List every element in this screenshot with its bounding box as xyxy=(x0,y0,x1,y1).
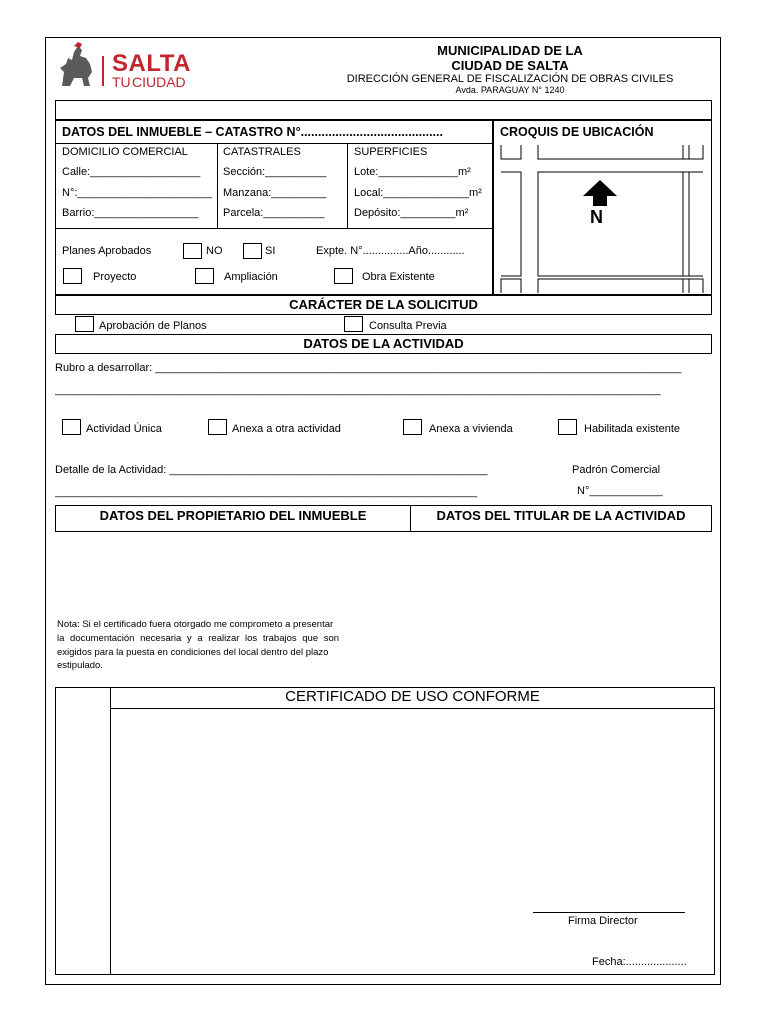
col-domicilio-head: DOMICILIO COMERCIAL xyxy=(62,146,188,158)
expte-field[interactable]: Expte. N°...............Año............ xyxy=(316,245,465,257)
habilitada-existente-checkbox[interactable] xyxy=(558,419,577,435)
planes-no-label: NO xyxy=(206,245,223,257)
detalle-field[interactable]: Detalle de la Actividad: ____________________________________________________ xyxy=(55,464,488,476)
calle-field[interactable]: Calle:__________________ xyxy=(62,166,201,178)
padron-label: Padrón Comercial xyxy=(572,464,661,476)
col-catastrales-head: CATASTRALES xyxy=(223,146,301,158)
local-field[interactable]: Local:______________m² xyxy=(354,187,482,199)
anexa-vivienda-checkbox[interactable] xyxy=(403,419,422,435)
anexa-vivienda-label: Anexa a vivienda xyxy=(429,423,513,435)
planes-no-checkbox[interactable] xyxy=(183,243,202,259)
actividad-unica-checkbox[interactable] xyxy=(62,419,81,435)
anexa-otra-label: Anexa a otra actividad xyxy=(232,423,341,435)
logo xyxy=(56,42,206,90)
aprobacion-planos-checkbox[interactable] xyxy=(75,316,94,332)
lote-field[interactable]: Lote:_____________m² xyxy=(354,166,471,178)
fecha-field[interactable]: Fecha:.................... xyxy=(592,956,687,968)
actividad-title: DATOS DE LA ACTIVIDAD xyxy=(303,336,464,351)
planes-label: Planes Aprobados xyxy=(62,245,152,257)
parcela-field[interactable]: Parcela:__________ xyxy=(223,207,325,219)
certificado-title: CERTIFICADO DE USO CONFORME xyxy=(285,688,540,705)
nota-line4: estipulado. xyxy=(57,660,103,671)
titular-title: DATOS DEL TITULAR DE LA ACTIVIDAD xyxy=(436,508,686,523)
deposito-field[interactable]: Depósito:_________m² xyxy=(354,207,469,219)
solicitud-title: CARÁCTER DE LA SOLICITUD xyxy=(289,297,478,312)
planes-si-checkbox[interactable] xyxy=(243,243,262,259)
proyecto-checkbox[interactable] xyxy=(63,268,82,284)
propietario-title: DATOS DEL PROPIETARIO DEL INMUEBLE xyxy=(99,508,367,523)
rubro-field-line2[interactable]: ___________________________________________________________________________________________________ xyxy=(55,384,661,396)
proyecto-label: Proyecto xyxy=(93,271,137,283)
numero-field[interactable]: N°:______________________ xyxy=(62,187,212,199)
certificado-section xyxy=(55,687,715,975)
direccion-text: DIRECCIÓN GENERAL DE FISCALIZACIÓN DE OBRAS CIVILES xyxy=(346,73,674,85)
consulta-previa-label: Consulta Previa xyxy=(369,320,447,332)
aprobacion-planos-label: Aprobación de Planos xyxy=(99,320,207,332)
logo-sub-ciudad: CIUDAD xyxy=(132,74,186,90)
blank-row xyxy=(55,100,712,120)
logo-sub-tu: TU xyxy=(112,74,131,90)
ampliacion-checkbox[interactable] xyxy=(195,268,214,284)
detalle-field-line2[interactable]: _____________________________________________________________________ xyxy=(55,486,478,498)
ampliacion-label: Ampliación xyxy=(224,271,278,283)
anexa-otra-checkbox[interactable] xyxy=(208,419,227,435)
seccion-field[interactable]: Sección:__________ xyxy=(223,166,327,178)
address-text: Avda. PARAGUAY N° 1240 xyxy=(455,85,565,95)
title-line2: CIUDAD DE SALTA xyxy=(451,58,569,73)
manzana-field[interactable]: Manzana:_________ xyxy=(223,187,327,199)
consulta-previa-checkbox[interactable] xyxy=(344,316,363,332)
nota-line1: Nota: Si el certificado fuera otorgado me comprometo a presentar xyxy=(57,619,334,630)
title-line1: MUNICIPALIDAD DE LA xyxy=(437,43,583,58)
firma-label: Firma Director xyxy=(568,915,638,927)
col-superficies-head: SUPERFICIES xyxy=(354,146,428,158)
inmueble-title: DATOS DEL INMUEBLE – CATASTRO N°......................................... xyxy=(62,125,443,139)
padron-number-field[interactable]: N°____________ xyxy=(577,485,663,497)
rubro-field[interactable]: Rubro a desarrollar: ______________________________________________________________________________________ xyxy=(55,362,682,374)
firma-line xyxy=(533,912,685,913)
habilitada-existente-label: Habilitada existente xyxy=(584,423,681,435)
obra-existente-checkbox[interactable] xyxy=(334,268,353,284)
gaucho-horse-icon xyxy=(56,42,100,88)
north-label: N xyxy=(590,207,603,227)
actividad-unica-label: Actividad Única xyxy=(86,423,162,435)
nota-line3: exigidos para la puesta en condiciones del local dentro del plazo xyxy=(57,647,329,658)
barrio-field[interactable]: Barrio:_________________ xyxy=(62,207,199,219)
obra-existente-label: Obra Existente xyxy=(362,271,435,283)
planes-si-label: SI xyxy=(265,245,276,257)
nota-line2: la documentación necesaria y a realizar los trabajos que son xyxy=(57,633,340,644)
logo-word: SALTA xyxy=(112,50,191,77)
croquis-title: CROQUIS DE UBICACIÓN xyxy=(500,125,654,139)
